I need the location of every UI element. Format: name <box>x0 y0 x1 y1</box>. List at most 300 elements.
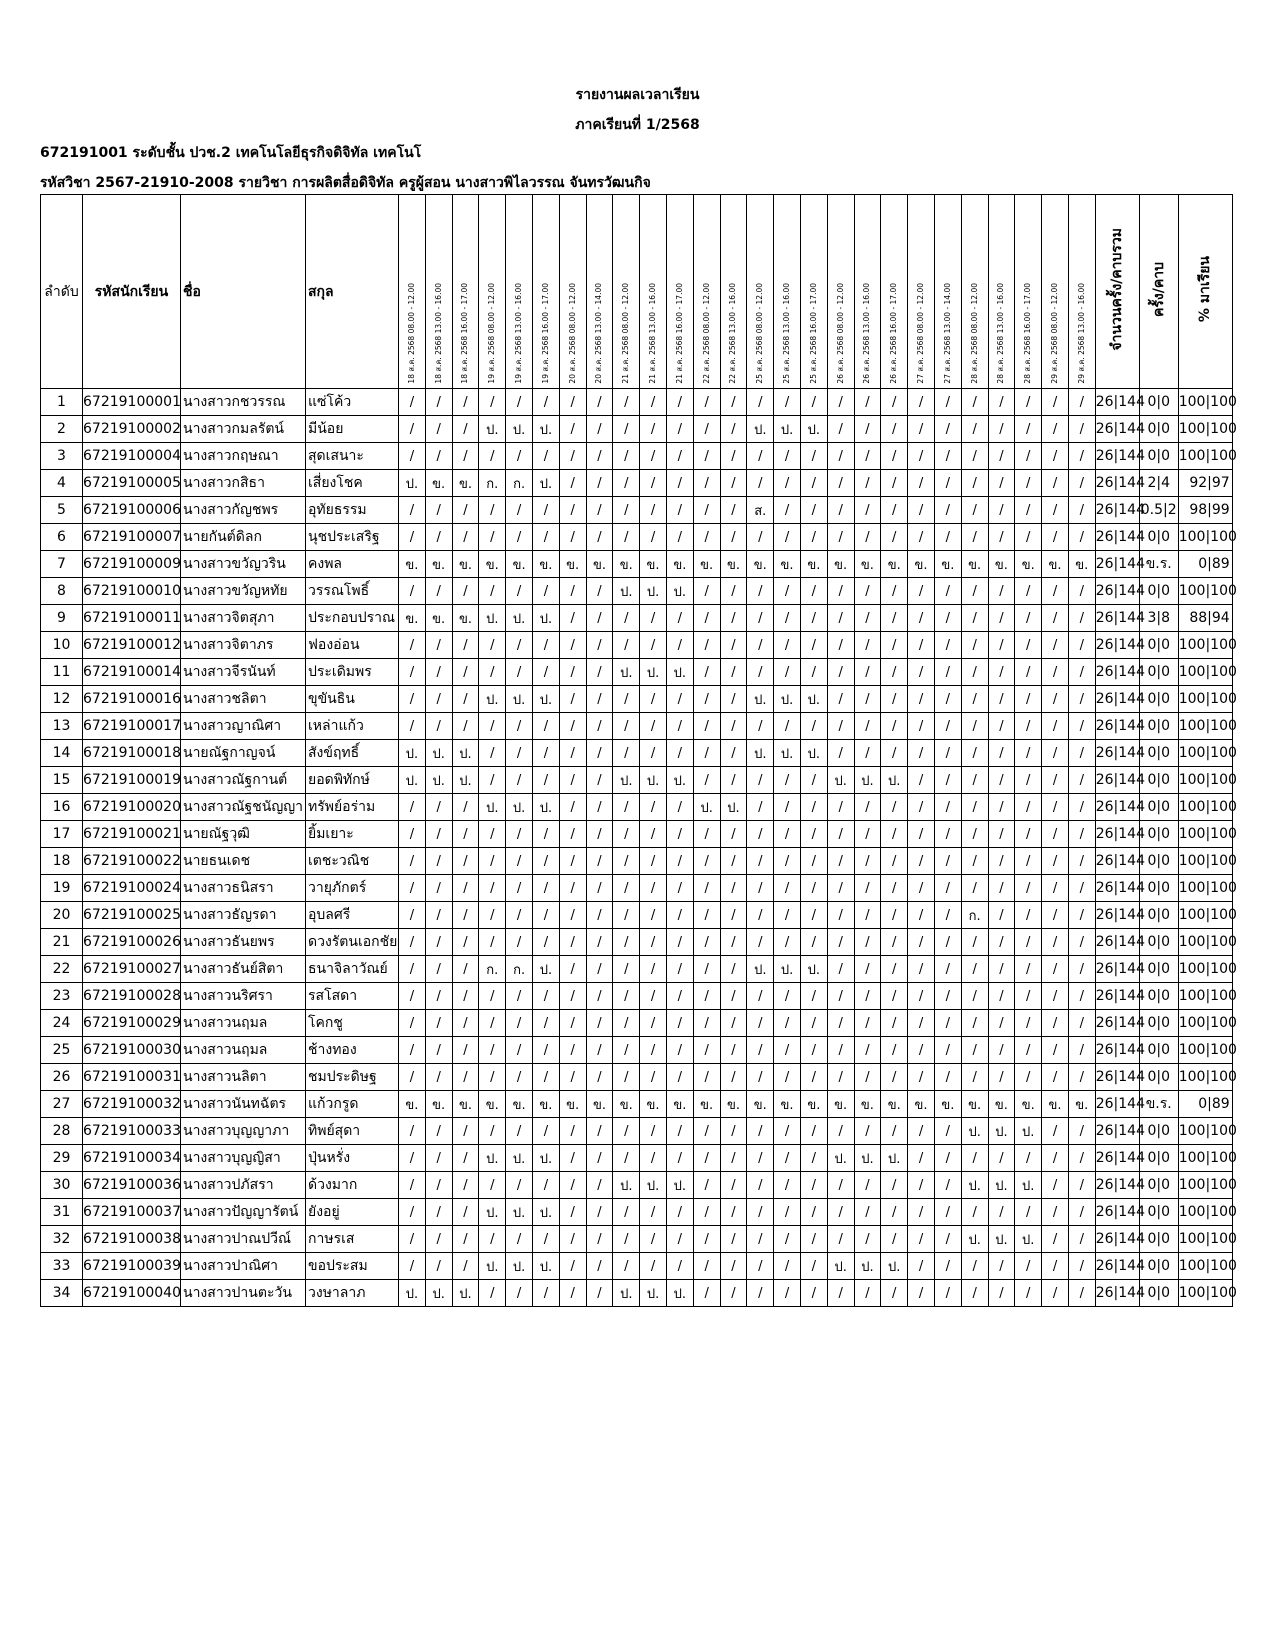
attendance-mark: / <box>532 821 559 848</box>
session-label: 29 ส.ค. 2568 08.00 - 12.00 <box>1050 283 1060 384</box>
attendance-mark: / <box>452 1145 479 1172</box>
attendance-mark: / <box>774 1037 801 1064</box>
attendance-mark: / <box>961 578 988 605</box>
attendance-mark: / <box>908 875 935 902</box>
attendance-mark: ข. <box>640 551 667 578</box>
attendance-mark: / <box>506 443 533 470</box>
attendance-mark: / <box>399 1145 426 1172</box>
attendance-mark: / <box>479 578 506 605</box>
attendance-mark: / <box>479 632 506 659</box>
attendance-percent: 100|100 <box>1178 956 1232 983</box>
attendance-mark: / <box>1042 605 1069 632</box>
row-number: 23 <box>41 983 83 1010</box>
attendance-mark: / <box>720 686 747 713</box>
attendance-mark: / <box>934 632 961 659</box>
attendance-mark: / <box>961 659 988 686</box>
attendance-mark: / <box>908 848 935 875</box>
attendance-mark: / <box>908 416 935 443</box>
attendance-mark: / <box>1068 1253 1095 1280</box>
attendance-mark: ข. <box>479 1091 506 1118</box>
attendance-mark: / <box>693 1280 720 1307</box>
total-sessions: 26|144 <box>1095 929 1139 956</box>
total-sessions: 26|144 <box>1095 740 1139 767</box>
attendance-mark: / <box>747 929 774 956</box>
attendance-mark: / <box>961 1064 988 1091</box>
table-row <box>41 632 1233 659</box>
attendance-mark: / <box>881 578 908 605</box>
last-name: รสโสดา <box>306 983 399 1010</box>
attendance-percent: 100|100 <box>1178 659 1232 686</box>
attendance-mark: / <box>747 1037 774 1064</box>
course-info: รหัสวิชา 2567-21910-2008 รายวิชา การผลิตสื่อดิจิทัล ครูผู้สอน นางสาวพิไลวรรณ จันทรวัฒนกิจ <box>40 175 651 191</box>
first-name: นางสาวนริศรา <box>181 983 306 1010</box>
attendance-mark: / <box>881 875 908 902</box>
attendance-mark: / <box>586 740 613 767</box>
row-number: 7 <box>41 551 83 578</box>
attendance-mark: / <box>586 1226 613 1253</box>
total-sessions: 26|144 <box>1095 551 1139 578</box>
attendance-mark: / <box>506 1037 533 1064</box>
attendance-mark: / <box>532 632 559 659</box>
attendance-mark: / <box>1015 1037 1042 1064</box>
last-name: ยังอยู่ <box>306 1199 399 1226</box>
total-sessions: 26|144 <box>1095 875 1139 902</box>
attendance-mark: ข. <box>399 551 426 578</box>
attendance-mark: / <box>586 902 613 929</box>
attendance-mark: / <box>800 767 827 794</box>
attendance-mark: / <box>693 524 720 551</box>
attendance-percent: 0|89 <box>1178 551 1232 578</box>
attendance-mark: / <box>640 902 667 929</box>
attendance-mark: / <box>425 1145 452 1172</box>
attendance-mark: / <box>720 1199 747 1226</box>
attendance-mark: / <box>586 686 613 713</box>
row-number: 26 <box>41 1064 83 1091</box>
attendance-mark: / <box>640 524 667 551</box>
absent-count: 0|0 <box>1139 902 1178 929</box>
attendance-mark: / <box>532 1280 559 1307</box>
attendance-mark: / <box>399 848 426 875</box>
attendance-mark: / <box>800 389 827 416</box>
attendance-mark: / <box>532 929 559 956</box>
student-id: 67219100007 <box>83 524 181 551</box>
attendance-mark: / <box>800 1010 827 1037</box>
attendance-mark: / <box>559 497 586 524</box>
attendance-mark: ป. <box>854 1145 881 1172</box>
attendance-mark: / <box>961 443 988 470</box>
attendance-mark: / <box>1015 956 1042 983</box>
attendance-mark: / <box>559 1226 586 1253</box>
attendance-mark: / <box>908 1172 935 1199</box>
attendance-mark: / <box>452 902 479 929</box>
attendance-mark: / <box>881 902 908 929</box>
table-row <box>41 956 1233 983</box>
attendance-mark: / <box>452 632 479 659</box>
attendance-mark: / <box>425 794 452 821</box>
row-number: 10 <box>41 632 83 659</box>
attendance-mark: / <box>640 497 667 524</box>
attendance-mark: / <box>854 1037 881 1064</box>
attendance-mark: / <box>988 956 1015 983</box>
attendance-mark: / <box>934 1010 961 1037</box>
last-name: อุบลศรี <box>306 902 399 929</box>
col-header-session <box>399 195 426 389</box>
total-sessions: 26|144 <box>1095 659 1139 686</box>
attendance-mark: ป. <box>774 740 801 767</box>
attendance-mark: / <box>908 929 935 956</box>
attendance-mark: / <box>1068 659 1095 686</box>
attendance-mark: / <box>399 659 426 686</box>
attendance-mark: / <box>908 767 935 794</box>
attendance-mark: / <box>613 1037 640 1064</box>
attendance-mark: / <box>720 1253 747 1280</box>
attendance-mark: / <box>1068 848 1095 875</box>
attendance-mark: / <box>1015 929 1042 956</box>
attendance-mark: / <box>988 902 1015 929</box>
attendance-mark: / <box>881 524 908 551</box>
attendance-mark: / <box>452 956 479 983</box>
attendance-percent: 100|100 <box>1178 740 1232 767</box>
attendance-mark: / <box>1042 497 1069 524</box>
attendance-mark: / <box>452 1037 479 1064</box>
first-name: นางสาวกชวรรณ <box>181 389 306 416</box>
session-label: 25 ส.ค. 2568 08.00 - 12.00 <box>755 283 765 384</box>
attendance-mark: / <box>774 1253 801 1280</box>
attendance-mark: / <box>613 794 640 821</box>
attendance-mark: ข. <box>1068 551 1095 578</box>
attendance-percent: 100|100 <box>1178 1280 1232 1307</box>
absent-count: 0|0 <box>1139 578 1178 605</box>
attendance-mark: / <box>586 821 613 848</box>
total-sessions: 26|144 <box>1095 1199 1139 1226</box>
semester-label: ภาคเรียนที่ 1/2568 <box>575 117 700 133</box>
attendance-percent: 100|100 <box>1178 1010 1232 1037</box>
last-name: สังข์ฤทธิ์ <box>306 740 399 767</box>
row-number: 18 <box>41 848 83 875</box>
attendance-mark: / <box>586 713 613 740</box>
attendance-mark: / <box>559 524 586 551</box>
attendance-mark: / <box>452 416 479 443</box>
attendance-mark: / <box>532 1226 559 1253</box>
attendance-mark: ป. <box>640 578 667 605</box>
attendance-mark: / <box>613 524 640 551</box>
total-sessions: 26|144 <box>1095 1010 1139 1037</box>
attendance-mark: / <box>1015 902 1042 929</box>
attendance-mark: ข. <box>988 1091 1015 1118</box>
absent-count: 0|0 <box>1139 713 1178 740</box>
attendance-mark: / <box>800 659 827 686</box>
row-number: 16 <box>41 794 83 821</box>
attendance-mark: / <box>693 605 720 632</box>
attendance-mark: ป. <box>640 767 667 794</box>
attendance-mark: ป. <box>800 686 827 713</box>
attendance-mark: / <box>479 497 506 524</box>
last-name: สุดเสนาะ <box>306 443 399 470</box>
total-sessions: 26|144 <box>1095 1145 1139 1172</box>
attendance-mark: / <box>800 1199 827 1226</box>
absent-count: 0|0 <box>1139 1253 1178 1280</box>
attendance-mark: / <box>800 821 827 848</box>
attendance-mark: / <box>1068 956 1095 983</box>
attendance-mark: / <box>1068 1145 1095 1172</box>
last-name: ทรัพย์อร่าม <box>306 794 399 821</box>
table-row <box>41 1226 1233 1253</box>
attendance-mark: / <box>1068 686 1095 713</box>
attendance-mark: / <box>666 389 693 416</box>
table-row <box>41 470 1233 497</box>
attendance-mark: / <box>827 1064 854 1091</box>
attendance-mark: / <box>1015 578 1042 605</box>
attendance-mark: / <box>425 821 452 848</box>
attendance-mark: / <box>1015 659 1042 686</box>
attendance-mark: / <box>827 983 854 1010</box>
attendance-mark: ป. <box>479 1253 506 1280</box>
attendance-mark: ข. <box>1015 551 1042 578</box>
attendance-mark: / <box>934 1199 961 1226</box>
attendance-mark: / <box>506 740 533 767</box>
session-label: 18 ส.ค. 2568 08.00 - 12.00 <box>406 283 416 384</box>
attendance-mark: ก. <box>479 956 506 983</box>
attendance-mark: / <box>532 713 559 740</box>
attendance-mark: / <box>559 1037 586 1064</box>
student-id: 67219100038 <box>83 1226 181 1253</box>
attendance-mark: / <box>425 1037 452 1064</box>
attendance-mark: / <box>1068 902 1095 929</box>
attendance-mark: / <box>399 1118 426 1145</box>
attendance-mark: / <box>399 929 426 956</box>
student-id: 67219100019 <box>83 767 181 794</box>
attendance-mark: ข. <box>1042 1091 1069 1118</box>
attendance-mark: ป. <box>613 767 640 794</box>
attendance-mark: / <box>613 1253 640 1280</box>
attendance-mark: / <box>559 983 586 1010</box>
attendance-mark: / <box>854 578 881 605</box>
attendance-mark: / <box>961 389 988 416</box>
attendance-mark: / <box>774 848 801 875</box>
attendance-mark: / <box>613 686 640 713</box>
attendance-mark: / <box>586 578 613 605</box>
session-label: 20 ส.ค. 2568 13.00 - 14.00 <box>594 283 604 384</box>
attendance-mark: / <box>800 632 827 659</box>
attendance-mark: / <box>988 1145 1015 1172</box>
session-label: 19 ส.ค. 2568 16.00 - 17.00 <box>540 283 550 384</box>
first-name: นางสาวญาณิศา <box>181 713 306 740</box>
attendance-mark: / <box>613 605 640 632</box>
attendance-mark: / <box>908 983 935 1010</box>
attendance-mark: / <box>774 794 801 821</box>
attendance-mark: / <box>640 1145 667 1172</box>
attendance-mark: / <box>1015 794 1042 821</box>
absent-count: 0|0 <box>1139 875 1178 902</box>
attendance-mark: / <box>1015 605 1042 632</box>
total-sessions: 26|144 <box>1095 983 1139 1010</box>
first-name: นางสาวปัญญารัตน์ <box>181 1199 306 1226</box>
attendance-mark: / <box>399 578 426 605</box>
session-label: 26 ส.ค. 2568 13.00 - 16.00 <box>862 283 872 384</box>
attendance-mark: / <box>452 821 479 848</box>
attendance-mark: / <box>961 686 988 713</box>
attendance-mark: / <box>934 1226 961 1253</box>
attendance-mark: / <box>720 416 747 443</box>
attendance-mark: / <box>720 605 747 632</box>
attendance-mark: / <box>425 1064 452 1091</box>
attendance-mark: / <box>988 605 1015 632</box>
attendance-percent: 100|100 <box>1178 713 1232 740</box>
session-label: 28 ส.ค. 2568 16.00 - 17.00 <box>1023 283 1033 384</box>
attendance-mark: ป. <box>613 578 640 605</box>
col-header-session <box>1068 195 1095 389</box>
attendance-mark: / <box>693 1253 720 1280</box>
attendance-mark: ป. <box>452 767 479 794</box>
attendance-mark: / <box>827 1118 854 1145</box>
student-id: 67219100005 <box>83 470 181 497</box>
absent-count: 0|0 <box>1139 1226 1178 1253</box>
attendance-mark: / <box>452 578 479 605</box>
attendance-mark: / <box>881 1010 908 1037</box>
attendance-mark: / <box>666 713 693 740</box>
attendance-mark: / <box>747 1010 774 1037</box>
attendance-mark: / <box>1015 821 1042 848</box>
row-number: 28 <box>41 1118 83 1145</box>
attendance-mark: ป. <box>881 767 908 794</box>
attendance-mark: / <box>452 848 479 875</box>
attendance-mark: ป. <box>961 1118 988 1145</box>
attendance-mark: / <box>934 902 961 929</box>
attendance-mark: / <box>452 659 479 686</box>
attendance-mark: / <box>559 740 586 767</box>
attendance-mark: ป. <box>479 1145 506 1172</box>
attendance-mark: / <box>988 524 1015 551</box>
attendance-percent: 100|100 <box>1178 929 1232 956</box>
attendance-mark: / <box>425 1253 452 1280</box>
attendance-mark: / <box>399 1037 426 1064</box>
attendance-mark: / <box>800 1226 827 1253</box>
attendance-mark: / <box>720 1037 747 1064</box>
attendance-mark: / <box>399 686 426 713</box>
last-name: เหล่าแก้ว <box>306 713 399 740</box>
attendance-mark: / <box>559 713 586 740</box>
table-row <box>41 1037 1233 1064</box>
table-row <box>41 983 1233 1010</box>
attendance-mark: ป. <box>506 1199 533 1226</box>
attendance-mark: / <box>532 524 559 551</box>
attendance-mark: / <box>479 659 506 686</box>
attendance-mark: / <box>827 524 854 551</box>
row-number: 33 <box>41 1253 83 1280</box>
attendance-mark: ข. <box>399 1091 426 1118</box>
attendance-mark: / <box>1042 1172 1069 1199</box>
attendance-mark: / <box>559 416 586 443</box>
attendance-mark: ข. <box>934 551 961 578</box>
attendance-mark: ป. <box>532 1145 559 1172</box>
attendance-mark: ป. <box>399 1280 426 1307</box>
total-sessions: 26|144 <box>1095 470 1139 497</box>
attendance-mark: / <box>881 1226 908 1253</box>
first-name: นางสาวนลิตา <box>181 1064 306 1091</box>
attendance-mark: / <box>934 1145 961 1172</box>
attendance-mark: / <box>532 1172 559 1199</box>
attendance-mark: / <box>640 1226 667 1253</box>
attendance-mark: / <box>666 794 693 821</box>
attendance-mark: / <box>452 1010 479 1037</box>
attendance-mark: / <box>934 956 961 983</box>
attendance-mark: / <box>1068 1280 1095 1307</box>
attendance-mark: / <box>559 686 586 713</box>
attendance-mark: / <box>1015 1145 1042 1172</box>
attendance-mark: / <box>827 1226 854 1253</box>
attendance-mark: / <box>908 524 935 551</box>
attendance-mark: / <box>881 497 908 524</box>
attendance-mark: / <box>425 875 452 902</box>
attendance-mark: / <box>586 659 613 686</box>
total-sessions: 26|144 <box>1095 1118 1139 1145</box>
attendance-mark: / <box>961 983 988 1010</box>
attendance-mark: / <box>747 794 774 821</box>
attendance-mark: / <box>961 1280 988 1307</box>
attendance-mark: / <box>666 605 693 632</box>
student-id: 67219100022 <box>83 848 181 875</box>
attendance-mark: / <box>640 1199 667 1226</box>
attendance-mark: / <box>479 1037 506 1064</box>
attendance-mark: / <box>666 875 693 902</box>
col-header-session <box>934 195 961 389</box>
attendance-percent: 100|100 <box>1178 686 1232 713</box>
attendance-mark: ป. <box>479 416 506 443</box>
attendance-mark: / <box>774 470 801 497</box>
total-sessions: 26|144 <box>1095 686 1139 713</box>
first-name: นางสาวจีรนันท์ <box>181 659 306 686</box>
attendance-mark: / <box>908 497 935 524</box>
attendance-mark: / <box>452 389 479 416</box>
first-name: นางสาวจิตสุภา <box>181 605 306 632</box>
col-header-last-name: สกุล <box>306 195 399 389</box>
student-id: 67219100016 <box>83 686 181 713</box>
attendance-mark: / <box>399 902 426 929</box>
attendance-mark: / <box>774 983 801 1010</box>
attendance-mark: / <box>827 821 854 848</box>
first-name: นางสาวปาณิศา <box>181 1253 306 1280</box>
attendance-mark: / <box>961 632 988 659</box>
absent-count: 0|0 <box>1139 632 1178 659</box>
col-header-session <box>613 195 640 389</box>
attendance-mark: / <box>399 1226 426 1253</box>
class-info: 672191001 ระดับชั้น ปวช.2 เทคโนโลยีธุรกิจดิจิทัล เทคโนโ <box>40 145 422 161</box>
first-name: นายกันต์ดิลก <box>181 524 306 551</box>
attendance-mark: ป. <box>666 578 693 605</box>
attendance-mark: / <box>774 524 801 551</box>
row-number: 13 <box>41 713 83 740</box>
attendance-mark: / <box>666 821 693 848</box>
attendance-mark: / <box>640 983 667 1010</box>
attendance-mark: / <box>559 875 586 902</box>
total-sessions: 26|144 <box>1095 632 1139 659</box>
absent-count: 0|0 <box>1139 389 1178 416</box>
attendance-mark: / <box>854 902 881 929</box>
attendance-mark: / <box>800 1253 827 1280</box>
attendance-mark: / <box>1015 875 1042 902</box>
student-id: 67219100025 <box>83 902 181 929</box>
attendance-mark: / <box>559 470 586 497</box>
attendance-mark: / <box>1015 1010 1042 1037</box>
total-sessions: 26|144 <box>1095 794 1139 821</box>
attendance-mark: / <box>640 848 667 875</box>
session-label: 26 ส.ค. 2568 08.00 - 12.00 <box>835 283 845 384</box>
attendance-mark: / <box>506 524 533 551</box>
first-name: นายณัฐกาญจน์ <box>181 740 306 767</box>
attendance-percent: 100|100 <box>1178 902 1232 929</box>
student-id: 67219100009 <box>83 551 181 578</box>
student-id: 67219100037 <box>83 1199 181 1226</box>
